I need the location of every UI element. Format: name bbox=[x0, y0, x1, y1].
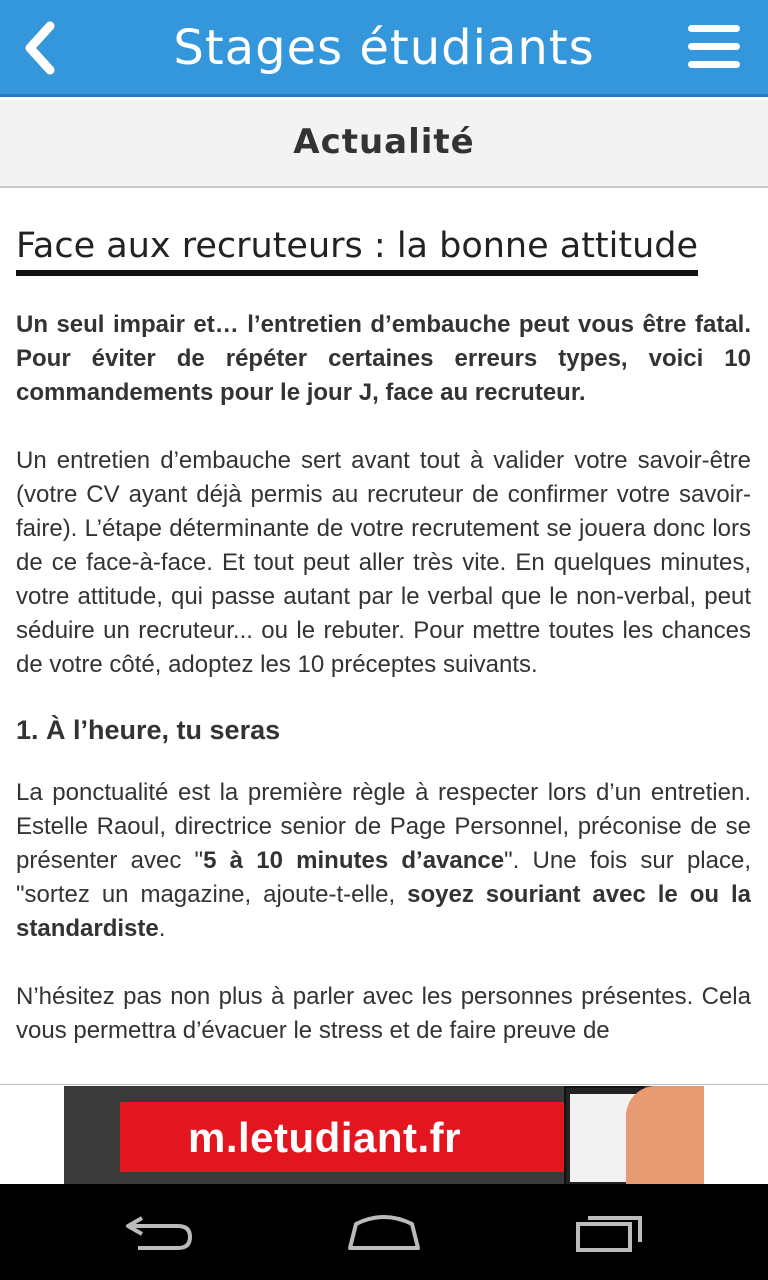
hamburger-menu-icon bbox=[688, 25, 740, 32]
hamburger-line bbox=[688, 43, 740, 50]
menu-button[interactable] bbox=[688, 25, 740, 69]
text-run: ". Une fois sur place, "sortez un magazine, ajoute-t-elle, bbox=[16, 847, 751, 908]
bold-text: 5 à 10 minutes d’avance bbox=[203, 847, 505, 874]
divider bbox=[0, 1084, 768, 1085]
hand-image bbox=[626, 1086, 704, 1184]
back-button[interactable] bbox=[16, 18, 64, 78]
article-paragraph bbox=[16, 776, 751, 946]
android-recents-icon[interactable] bbox=[574, 1208, 646, 1258]
app-title: Stages étudiants bbox=[173, 20, 595, 76]
ad-text: m.letudiant.fr bbox=[188, 1114, 462, 1161]
android-back-icon[interactable] bbox=[124, 1208, 196, 1258]
text-run: La ponctualité est la première règle à respecter lors d’un entretien. Estelle Raoul, directrice senior de Page Personnel, préconise de se présenter avec " bbox=[16, 779, 751, 874]
system-nav-bar bbox=[0, 1184, 768, 1280]
app-header bbox=[0, 0, 768, 97]
article-heading: Face aux recruteurs : la bonne attitude bbox=[16, 224, 698, 276]
section-subtitle: 1. À l’heure, tu seras bbox=[16, 715, 281, 745]
chevron-left-icon bbox=[16, 18, 64, 78]
bold-text: soyez souriant avec le ou la standardiste bbox=[16, 881, 751, 942]
android-home-icon[interactable] bbox=[346, 1208, 422, 1258]
section-title: Actualité bbox=[293, 122, 475, 162]
article-content[interactable] bbox=[16, 190, 751, 1085]
article-paragraph: Un entretien d’embauche sert avant tout à valider votre savoir-être (votre CV ayant déjà permis au recruteur de confirmer votre savoir-faire). L’étape déterminante de votre recrutement se jouera donc lors de ce face-à-face. Et tout peut aller très vite. En quelques minutes, votre attitude, qui passe autant par le verbal que le non-verbal, peut séduire un recruteur... ou le rebuter. Pour mettre toutes les chances de votre côté, adoptez les 10 préceptes suivants. bbox=[16, 447, 751, 678]
text-run: . bbox=[158, 915, 166, 942]
section-header bbox=[0, 100, 768, 188]
article-lead: Un seul impair et… l’entretien d’embauche peut vous être fatal. Pour éviter de répéter certaines erreurs types, voici 10 commandements pour le jour J, face au recruteur. bbox=[16, 311, 751, 406]
ad-banner[interactable] bbox=[64, 1086, 704, 1184]
hamburger-line bbox=[688, 61, 740, 68]
article-paragraph: N’hésitez pas non plus à parler avec les personnes présentes. Cela vous permettra d’évacuer le stress et de faire preuve de bbox=[16, 983, 751, 1044]
